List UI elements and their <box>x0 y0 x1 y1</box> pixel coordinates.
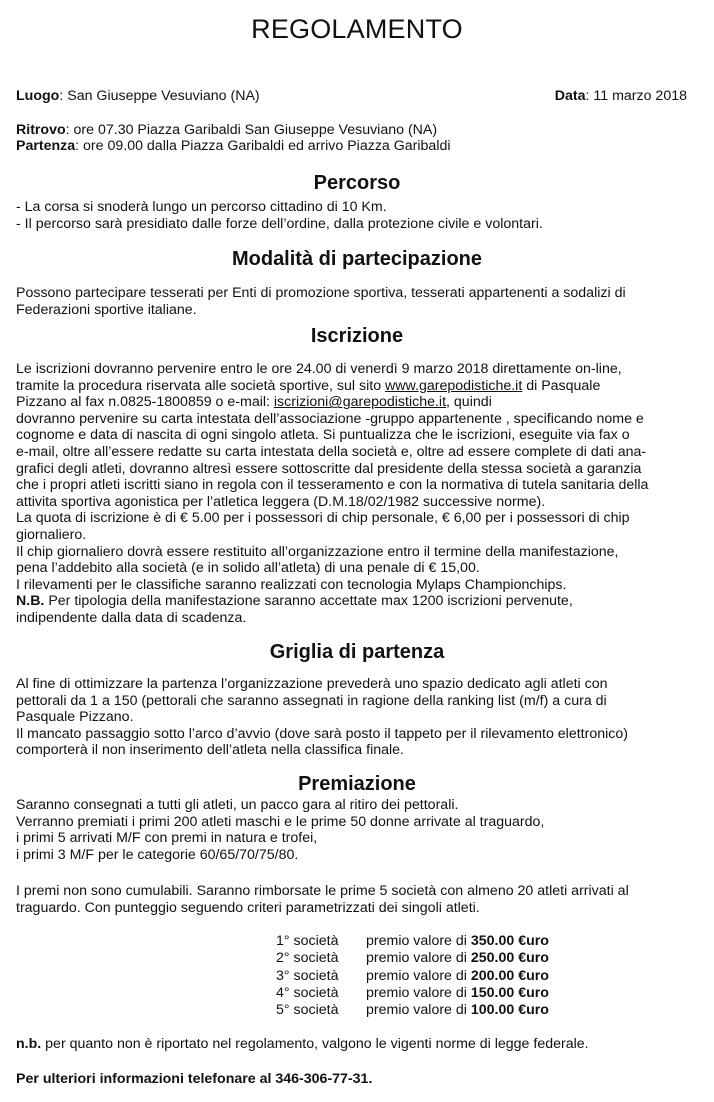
info-ritrovo: Ritrovo: ore 07.30 Piazza Garibaldi San Giuseppe Vesuviano (NA) <box>16 122 438 138</box>
heading-premiazione: Premiazione <box>298 773 416 795</box>
heading-modalita: Modalità di partecipazione <box>231 248 483 270</box>
table-row: 4° società premio valore di 150.00 €uro <box>276 984 549 1001</box>
info-luogo-data <box>16 88 687 105</box>
data: Data: 11 marzo 2018 <box>554 88 687 104</box>
iscrizione-text: Le iscrizioni dovranno pervenire entro le ore 24.00 di venerdì 9 marzo 2018 direttamente on-line, tramite la procedura riservata alle società sportive, sul sito www.garepodistiche.it di Pasquale Pizzano al fax n.0825-1800859 o e-mail: iscrizioni@garepodistiche.it, quindi dovranno pervenire su carta intestata dell’associazione -gruppo appartenente , specificando nome e cognome e data di nascita di ogni singolo atleta. Si puntualizza che le iscrizioni, eseguite via fax o e-mail, oltre all’essere redatte su carta intestata della società e, oltre ad essere complete di dati ana- grafici degli atleti, dovranno altresì essere sottoscritte dal presidente della stessa società a garanzia che i propri atleti iscritti siano in regola con il tesseramento e con la normativa di tutela sanitaria della attivita sportiva agonistica per l’atletica leggera (D.M.18/02/1982 successive norme). La quota di iscrizione è di € 5.00 per i possessori di chip personale, € 6,00 per i possessori di chip giornaliero. Il chip giornaliero dovrà essere restituito all’organizzazione entro il termine della manifestazione, pena l’addebito alla società (e in solido all’atleta) di una penale di € 15,00. I rilevamenti per le classifiche saranno realizzati con tecnologia Mylaps Championchips. N.B. Per tipologia della manifestazione saranno accettate max 1200 iscrizioni pervenute, indipendente dalla data di scadenza. <box>16 361 649 626</box>
table-row: 5° società premio valore di 100.00 €uro <box>276 1002 549 1019</box>
premiazione-text: Saranno consegnati a tutti gli atleti, un pacco gara al ritiro dei pettorali. Verranno premiati i primi 200 atleti maschi e le prime 50 donne arrivate al traguardo, i primi 5 arrivati M/F con premi in natura e trofei, i primi 3 M/F per le categorie 60/65/70/75/80. <box>16 797 545 863</box>
page-title: REGOLAMENTO <box>251 14 463 44</box>
heading-iscrizione: Iscrizione <box>310 325 404 347</box>
footer-contact: Per ulteriori informazioni telefonare al 346-306-77-31. <box>16 1071 373 1087</box>
footer-note: n.b. per quanto non è riportato nel regolamento, valgono le vigenti norme di legge federale. <box>16 1036 589 1052</box>
table-row: 1° società premio valore di 350.00 €uro <box>276 933 549 949</box>
percorso-text: - La corsa si snoderà lungo un percorso cittadino di 10 Km. - Il percorso sarà presidiato dalle forze dell’ordine, dalla protezione civile e volontari. <box>16 199 543 232</box>
luogo: Luogo: San Giuseppe Vesuviano (NA) <box>16 88 260 104</box>
heading-griglia: Griglia di partenza <box>269 641 445 663</box>
info-partenza: Partenza: ore 09.00 dalla Piazza Garibaldi ed arrivo Piazza Garibaldi <box>16 138 451 154</box>
table-row: 2° società premio valore di 250.00 €uro <box>276 950 549 967</box>
heading-percorso: Percorso <box>313 172 401 194</box>
email-link[interactable]: iscrizioni@garepodistiche.it <box>273 394 447 411</box>
modalita-text: Possono partecipare tesserati per Enti di promozione sportiva, tesserati appartenenti a sodalizi di Federazioni sportive italiane. <box>16 285 626 318</box>
site-link[interactable]: www.garepodistiche.it <box>385 377 523 394</box>
table-row: 3° società premio valore di 200.00 €uro <box>276 967 549 984</box>
griglia-text: Al fine di ottimizzare la partenza l’organizzazione prevederà uno spazio dedicato agli atleti con pettorali da 1 a 150 (pettorali che saranno assegnati in ragione della ranking list (m/f) a cura di Pasquale Pizzano. Il mancato passaggio sotto l’arco d’avvio (dove sarà posto il tappeto per il rilevamento elettronico) comporterà il non inserimento dell’atleta nella classifica finale. <box>16 676 628 759</box>
premiazione-note: I premi non sono cumulabili. Saranno rimborsate le prime 5 società con almeno 20 atleti arrivati al traguardo. Con punteggio seguendo criteri parametrizzati dei singoli atleti. <box>16 883 629 916</box>
prize-table <box>276 933 549 1019</box>
